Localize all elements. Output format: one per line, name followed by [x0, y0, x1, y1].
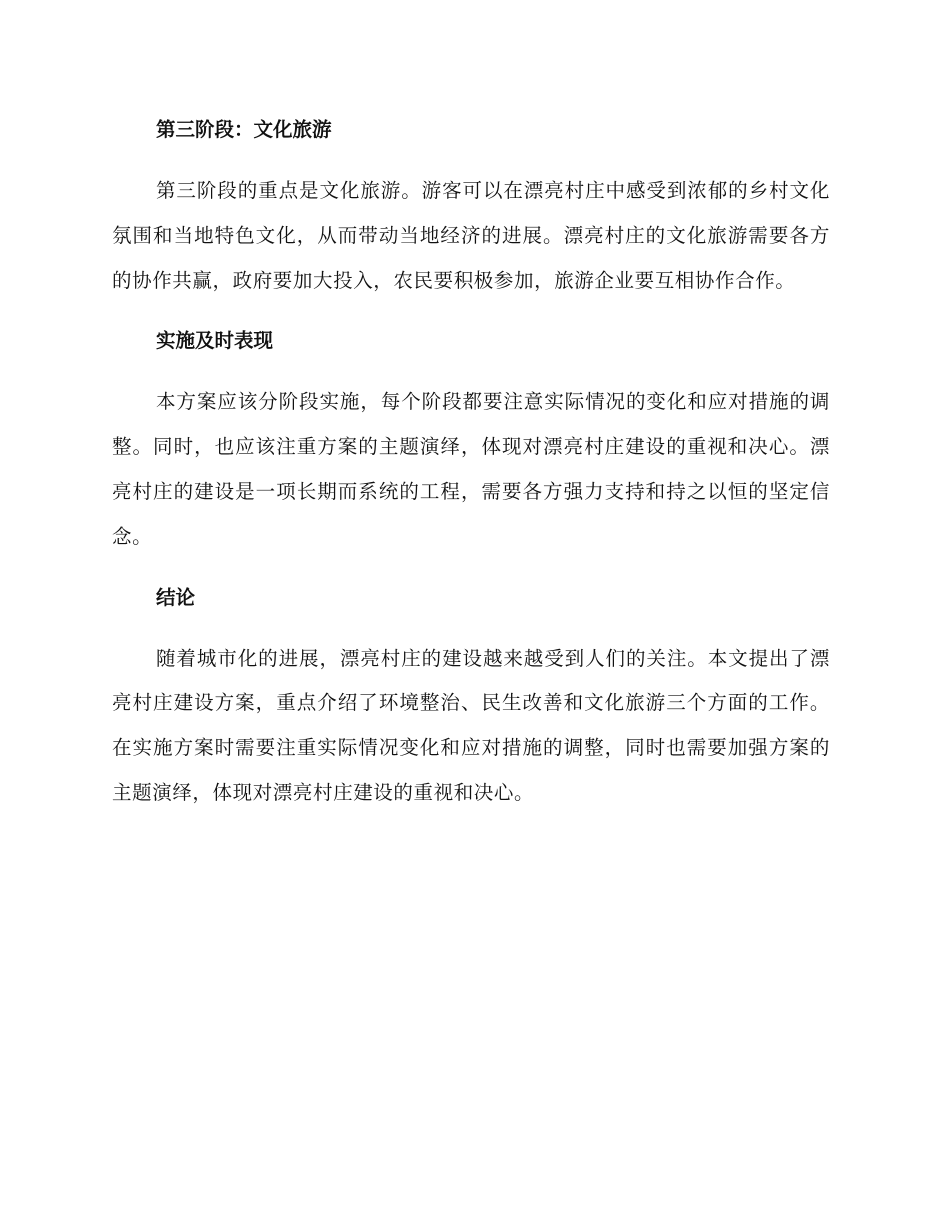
document-page	[112, 110, 830, 834]
section-paragraph: 本方案应该分阶段实施，每个阶段都要注意实际情况的变化和应对措施的调整。同时，也应该注重方案的主题演绎，体现对漂亮村庄建设的重视和决心。漂亮村庄的建设是一项长期而系统的工程，需要各方强力支持和持之以恒的坚定信念。	[112, 390, 830, 548]
section-heading: 实施及时表现	[156, 329, 274, 353]
section-cultural-tourism	[112, 110, 830, 303]
section-heading: 结论	[156, 585, 196, 609]
section-heading: 第三阶段：文化旅游	[156, 118, 332, 141]
section-paragraph: 第三阶段的重点是文化旅游。游客可以在漂亮村庄中感受到浓郁的乡村文化氛围和当地特色文化，从而带动当地经济的进展。漂亮村庄的文化旅游需要各方的协作共赢，政府要加大投入，农民要积极参加，旅游企业要互相协作合作。	[112, 179, 830, 292]
section-conclusion	[112, 578, 830, 816]
section-paragraph: 随着城市化的进展，漂亮村庄的建设越来越受到人们的关注。本文提出了漂亮村庄建设方案，重点介绍了环境整治、民生改善和文化旅游三个方面的工作。在实施方案时需要注重实际情况变化和应对措施的调整，同时也需要加强方案的主题演绎，体现对漂亮村庄建设的重视和决心。	[112, 646, 830, 804]
section-implementation	[112, 321, 830, 559]
